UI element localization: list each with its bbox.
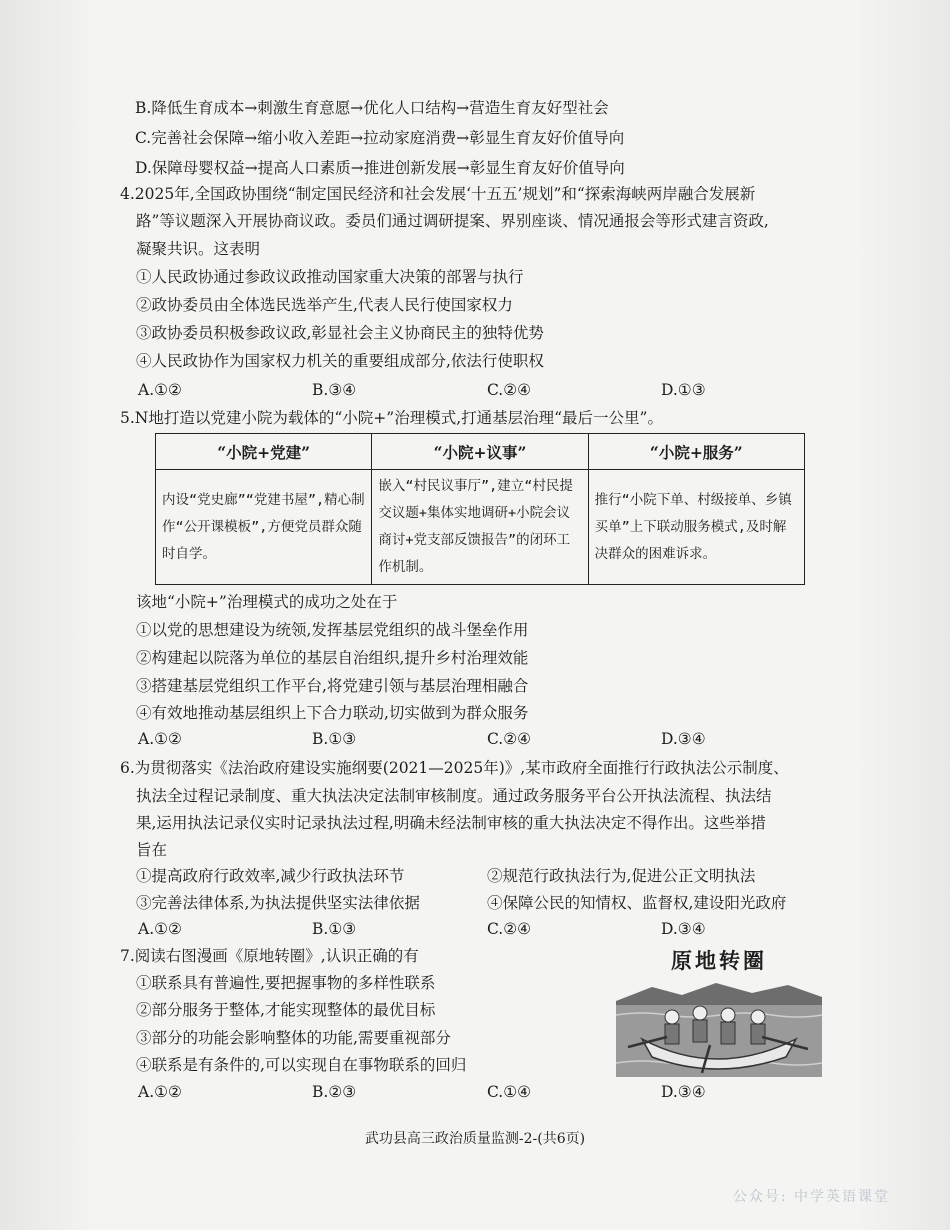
- q7-item-2: ②部分服务于整体,才能实现整体的最优目标: [136, 1001, 436, 1019]
- q7-stem: 7.阅读右图漫画《原地转圈》,认识正确的有: [120, 947, 419, 965]
- q4-stem-line2: 路”等议题深入开展协商议政。委员们通过调研提案、界别座谈、情况通报会等形式建言资政,: [136, 212, 769, 230]
- q5-table-cell-service: 推行“小院下单、村级接单、乡镇买单”上下联动服务模式,及时解决群众的困难诉求。: [588, 470, 804, 585]
- q5-item-3: ③搭建基层党组织工作平台,将党建引领与基层治理相融合: [136, 677, 529, 695]
- watermark: 公众号: 中学英语课堂: [732, 1189, 890, 1205]
- q6-item-3: ③完善法律体系,为执法提供坚实法律依据: [136, 894, 420, 912]
- page-footer: 武功县高三政治质量监测-2-(共6页): [364, 1131, 586, 1147]
- q7-item-1: ①联系具有普遍性,要把握事物的多样性联系: [136, 974, 436, 992]
- q6-item-1: ①提高政府行政效率,减少行政执法环节: [136, 867, 405, 885]
- q7-option-c: C.①④: [487, 1083, 532, 1101]
- q6-stem-line3: 果,运用执法记录仪实时记录执法过程,明确未经法制审核的重大执法决定不得作出。这些举措: [136, 814, 766, 832]
- q5-stem: 5.N地打造以党建小院为载体的“小院+”治理模式,打通基层治理“最后一公里”。: [120, 409, 663, 427]
- q5-table-cell-deliberation: 嵌入“村民议事厅”,建立“村民提交议题+集体实地调研+小院会议商讨+党支部反馈报告”的闭环工作机制。: [372, 470, 588, 585]
- q7-option-b: B.②③: [312, 1083, 357, 1101]
- q5-table-header-service: “小院+服务”: [588, 434, 804, 470]
- q5-option-c: C.②④: [487, 730, 532, 748]
- q6-item-4: ④保障公民的知情权、监督权,建设阳光政府: [487, 894, 787, 912]
- cartoon-drawing: [612, 945, 826, 1079]
- q5-option-a: A.①②: [138, 730, 182, 748]
- q6-option-d: D.③④: [661, 920, 706, 938]
- q6-option-c: C.②④: [487, 920, 532, 938]
- q4-item-2: ②政协委员由全体选民选举产生,代表人民行使国家权力: [136, 296, 513, 314]
- q5-question: 该地“小院+”治理模式的成功之处在于: [136, 593, 398, 611]
- q5-item-4: ④有效地推动基层组织上下合力联动,切实做到为群众服务: [136, 704, 529, 722]
- q7-cartoon: [612, 945, 826, 1079]
- q6-item-2: ②规范行政执法行为,促进公正文明执法: [487, 867, 756, 885]
- q4-stem-line1: 4.2025年,全国政协围绕“制定国民经济和社会发展‘十五五’规划”和“探索海峡两岸融合发展新: [120, 185, 756, 203]
- q6-option-b: B.①③: [312, 920, 357, 938]
- q7-option-d: D.③④: [661, 1083, 706, 1101]
- q5-table-header-deliberation: “小院+议事”: [372, 434, 588, 470]
- q7-item-4: ④联系是有条件的,可以实现自在事物联系的回归: [136, 1056, 467, 1074]
- q3-option-d: D.保障母婴权益→提高人口素质→推进创新发展→彰显生育友好价值导向: [135, 159, 625, 177]
- q4-option-c: C.②④: [487, 381, 532, 399]
- q6-stem-line2: 执法全过程记录制度、重大执法决定法制审核制度。通过政务服务平台公开执法流程、执法结: [136, 787, 772, 805]
- q5-table-cell-party: 内设“党史廊”“党建书屋”,精心制作“公开课模板”,方便党员群众随时自学。: [156, 470, 372, 585]
- q5-item-2: ②构建起以院落为单位的基层自治组织,提升乡村治理效能: [136, 649, 529, 667]
- q4-option-d: D.①③: [661, 381, 706, 399]
- q4-item-3: ③政协委员积极参政议政,彰显社会主义协商民主的独特优势: [136, 324, 544, 342]
- q3-option-c: C.完善社会保障→缩小收入差距→拉动家庭消费→彰显生育友好价值导向: [135, 129, 625, 147]
- q6-option-a: A.①②: [138, 920, 182, 938]
- q4-option-a: A.①②: [138, 381, 182, 399]
- q7-item-3: ③部分的功能会影响整体的功能,需要重视部分: [136, 1029, 451, 1047]
- q4-item-4: ④人民政协作为国家权力机关的重要组成部分,依法行使职权: [136, 352, 544, 370]
- scan-shadow-left: [0, 0, 95, 1230]
- q7-option-a: A.①②: [138, 1083, 182, 1101]
- q5-option-d: D.③④: [661, 730, 706, 748]
- q4-stem-line3: 凝聚共识。这表明: [136, 240, 261, 258]
- q5-item-1: ①以党的思想建设为统领,发挥基层党组织的战斗堡垒作用: [136, 621, 529, 639]
- scan-shadow-right: [855, 0, 950, 1230]
- cartoon-title: 原地转圈: [671, 948, 767, 973]
- q5-option-b: B.①③: [312, 730, 357, 748]
- q4-option-b: B.③④: [312, 381, 357, 399]
- q5-table-header-party: “小院+党建”: [156, 434, 372, 470]
- q4-item-1: ①人民政协通过参政议政推动国家重大决策的部署与执行: [136, 268, 524, 286]
- q6-stem-line1: 6.为贯彻落实《法治政府建设实施纲要(2021—2025年)》,某市政府全面推行行政执法公示制度、: [120, 759, 789, 777]
- q6-stem-line4: 旨在: [136, 841, 168, 859]
- q5-table: [155, 433, 805, 585]
- q3-option-b: B.降低生育成本→刺激生育意愿→优化人口结构→营造生育友好型社会: [135, 99, 609, 117]
